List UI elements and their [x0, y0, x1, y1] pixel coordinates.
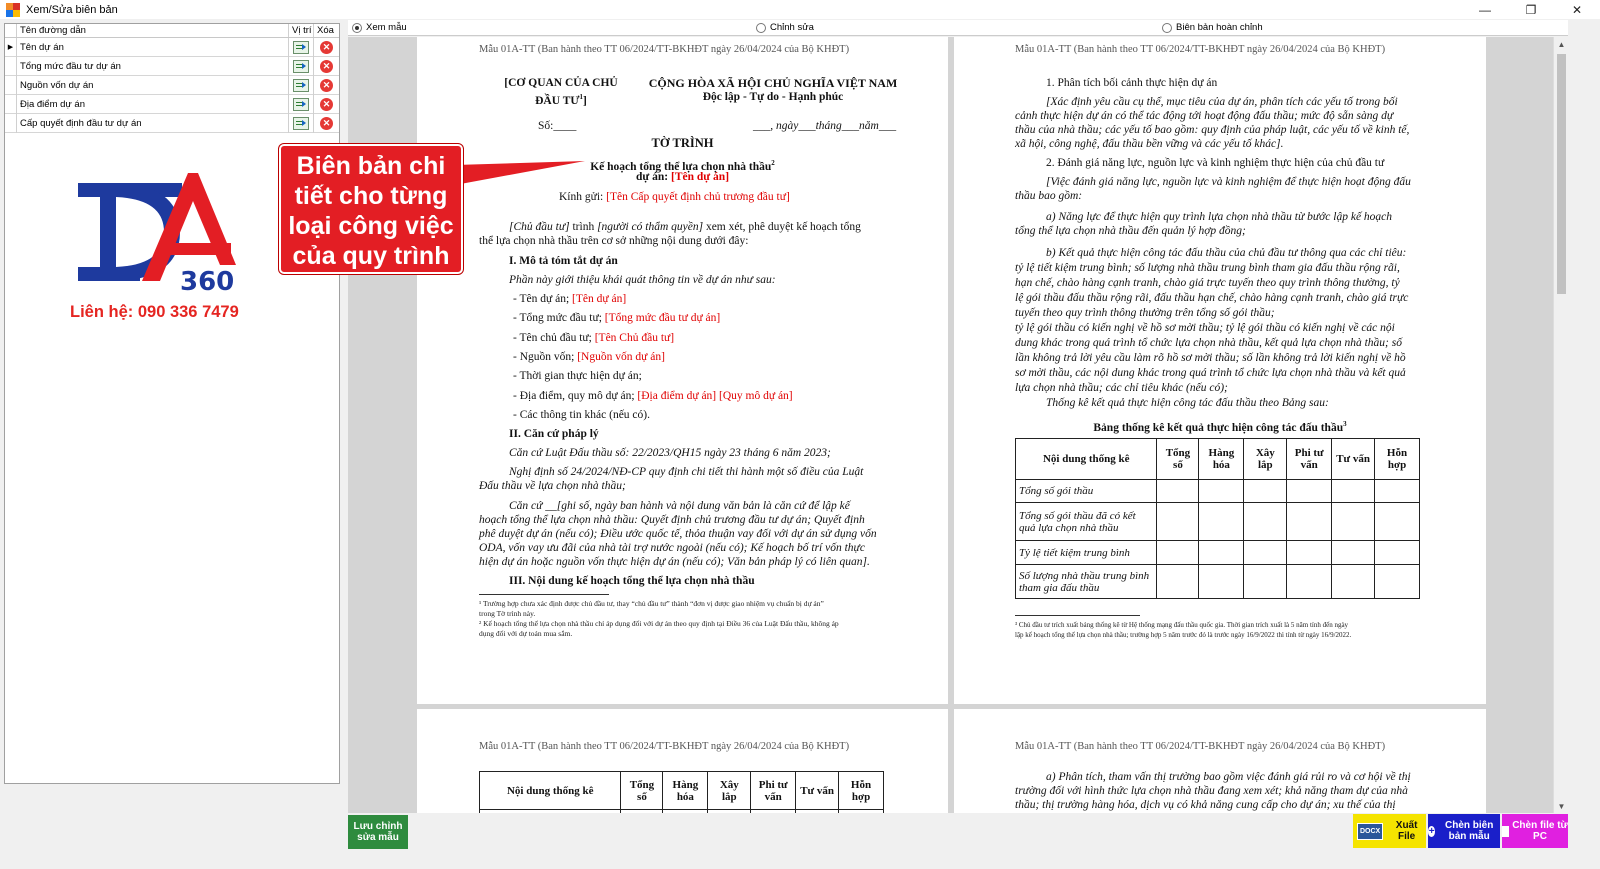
col-header: Hỗn hợp — [839, 772, 884, 810]
grid-row[interactable] — [5, 38, 339, 57]
insert-position-icon[interactable] — [293, 41, 309, 54]
section-3-heading: III. Nội dung kế hoạch tổng thể lựa chọn nhà thầu — [509, 575, 755, 587]
header-name[interactable]: Tên đường dẫn — [17, 24, 289, 37]
item-b-line-2: tỷ lệ tiết kiệm trung bình; số lượng nhà thầu trung bình tham gia đấu thầu rộng rãi, — [1015, 262, 1400, 274]
item-a-line-2: tổng thể lựa chọn nhà thầu đến quản lý hợp đồng; — [1015, 225, 1246, 237]
section-2-heading: II. Căn cứ pháp lý — [509, 428, 599, 440]
insert-template-button[interactable] — [1428, 814, 1500, 848]
save-template-button[interactable]: Lưu chỉnh sửa mẫu — [348, 815, 408, 849]
maximize-button[interactable]: ❐ — [1525, 2, 1537, 17]
row-selector-icon: ▶ — [5, 38, 17, 57]
vertical-scrollbar[interactable] — [1553, 37, 1568, 813]
header-delete[interactable]: Xóa — [317, 25, 334, 36]
col-header: Phi tư vấn — [1287, 439, 1332, 480]
item-duration: - Thời gian thực hiện dự án; — [513, 370, 642, 382]
row-label: Số lượng nhà thầu trung bình tham gia đấu thầu — [1016, 565, 1157, 599]
col-header: Phi tư vấn — [751, 772, 796, 810]
item-b-line-5: tuyến theo quy trình thông thường trên tổng số gói thầu; — [1015, 307, 1275, 319]
item-b-line-9: sơ mời thầu, các nội dung khác trong quá trình tổ chức lựa chọn nhà thầu và kết quả — [1015, 367, 1406, 379]
law-1: Căn cứ Luật Đấu thầu số: 22/2023/QH15 ngày 23 tháng 6 năm 2023; — [509, 447, 831, 459]
col-header: Tổng số — [621, 772, 663, 810]
insert-from-pc-button[interactable] — [1502, 814, 1568, 848]
heading-1-body-2: cảnh thực hiện dự án có thể tác động tới hoạt động đấu thầu; mức độ sẵn sàng dự — [1015, 110, 1394, 122]
heading-1: 1. Phân tích bối cảnh thực hiện dự án — [1046, 77, 1218, 89]
market-line-1: a) Phân tích, tham vấn thị trường bao gồm việc đánh giá rủi ro và cơ hội về thị — [1046, 771, 1411, 783]
export-label: Xuất File — [1395, 820, 1418, 842]
item-b-line-3: hạn chế, chào hàng cạnh tranh, chào giá trực tuyến theo quy trình thông thường, tỷ — [1015, 277, 1400, 289]
col-header: Xây lắp — [1244, 439, 1287, 480]
file-icon — [1502, 826, 1509, 837]
heading-2: 2. Đánh giá năng lực, nguồn lực và kinh nghiệm thực hiện của chủ đầu tư — [1046, 157, 1385, 169]
heading-2-body-2: thầu bao gồm: — [1015, 190, 1083, 202]
national-title: CỘNG HÒA XÃ HỘI CHỦ NGHĨA VIỆT NAM — [648, 76, 898, 90]
col-header: Nội dung thống kê — [480, 772, 621, 810]
add-circle-icon: + — [1428, 825, 1435, 837]
page-header: Mẫu 01A-TT (Ban hành theo TT 06/2024/TT-BKHĐT ngày 26/04/2024 của Bộ KHĐT) — [479, 741, 850, 752]
heading-1-body-4: xã hội, công nghệ, đấu thầu bền vững và các yếu tố khác]. — [1015, 138, 1284, 150]
item-investor: - Tên chủ đầu tư; [Tên Chủ đầu tư] — [513, 332, 675, 344]
item-total-investment: - Tổng mức đầu tư; [Tổng mức đầu tư dự án] — [513, 312, 721, 324]
radio-view-template[interactable] — [352, 22, 407, 33]
item-b-line-7: dung khác trong quá trình tổ chức lựa chọn nhà thầu, kết quả lựa chọn nhà thầu; số — [1015, 337, 1402, 349]
page-header: Mẫu 01A-TT (Ban hành theo TT 06/2024/TT-BKHĐT ngày 26/04/2024 của Bộ KHĐT) — [479, 44, 850, 55]
insert-position-icon[interactable] — [293, 117, 309, 130]
footnote-2-line-2: dụng đối với dự toán mua sắm. — [479, 629, 573, 638]
footnote-3-line-1: ³ Chủ đầu tư trích xuất bảng thống kê từ Hệ thống mạng đấu thầu quốc gia. Thời gian trích xuất là 5 năm tính đến ngày — [1015, 621, 1349, 629]
footnote-divider — [1015, 615, 1140, 616]
document-page-1 — [417, 37, 948, 704]
item-b-line-6: tỷ lệ gói thầu có kiến nghị về hồ sơ mời thầu; tỷ lệ gói thầu có kiến nghị về các nội — [1015, 322, 1395, 334]
national-motto: Độc lập - Tự do - Hạnh phúc — [702, 91, 844, 103]
item-b-line-10: lựa chọn nhà thầu; các chỉ tiêu khác (nếu có); — [1015, 382, 1228, 394]
radio-edit[interactable] — [756, 22, 814, 33]
da360-logo — [70, 155, 240, 295]
insert-position-icon[interactable] — [293, 60, 309, 73]
scroll-thumb[interactable] — [1557, 54, 1566, 294]
radio-unchecked-icon — [756, 23, 766, 33]
delete-icon[interactable]: ✕ — [320, 98, 333, 111]
header-position[interactable]: Vị trí — [289, 24, 314, 37]
row-name[interactable]: Cấp quyết định đầu tư dự án — [17, 114, 289, 133]
delete-icon[interactable]: ✕ — [320, 79, 333, 92]
grid-header — [5, 24, 339, 38]
row-name[interactable]: Tổng mức đầu tư dự án — [17, 57, 289, 76]
item-other: - Các thông tin khác (nếu có). — [513, 409, 650, 421]
scroll-down-icon[interactable]: ▼ — [1557, 801, 1566, 811]
row-name[interactable]: Tên dự án — [17, 38, 289, 57]
item-project-name: - Tên dự án; [Tên dự án] — [513, 293, 627, 305]
heading-1-body-1: [Xác định yêu cầu cụ thể, mục tiêu của dự án, phân tích các yếu tố trong bối — [1046, 96, 1398, 108]
callout-box: Biên bản chi tiết cho từng loại công việc của quy trình — [279, 144, 463, 274]
view-mode-bar — [348, 20, 1568, 36]
callout-pointer — [455, 155, 590, 195]
radio-label: Xem mẫu — [366, 22, 407, 33]
recipient: Kính gửi: [Tên Cấp quyết định chủ trương đầu tư] — [559, 191, 790, 203]
section-1-heading: I. Mô tả tóm tắt dự án — [509, 255, 618, 267]
document-page-4 — [954, 709, 1486, 813]
doc-number: Số:____ — [538, 120, 577, 132]
footnote-3-line-2: lập kế hoạch tổng thể lựa chọn nhà thầu; trường hợp 5 năm trước đó là trước ngày 16/9/2022 thì tính từ ngày 16/9/2022. — [1015, 631, 1352, 639]
app-icon — [6, 3, 20, 17]
statistics-table — [479, 771, 884, 813]
page-header: Mẫu 01A-TT (Ban hành theo TT 06/2024/TT-BKHĐT ngày 26/04/2024 của Bộ KHĐT) — [1015, 44, 1386, 55]
market-line-3: thầu; thị trường hàng hóa, dịch vụ có khả năng cung cấp cho dự án; xu thế của thị — [1015, 799, 1396, 811]
item-funding: - Nguồn vốn; [Nguồn vốn dự án] — [513, 351, 665, 363]
insert-position-icon[interactable] — [293, 79, 309, 92]
delete-icon[interactable]: ✕ — [320, 60, 333, 73]
grid-row[interactable] — [5, 114, 339, 133]
delete-icon[interactable]: ✕ — [320, 117, 333, 130]
insert-pc-label: Chèn file từ PC — [1512, 820, 1568, 842]
intro-line-1: [Chủ đầu tư] trình [người có thẩm quyền] xem xét, phê duyệt kế hoạch tổng — [509, 221, 861, 233]
scroll-up-icon[interactable]: ▲ — [1557, 39, 1566, 49]
row-label: Tổng số gói thầu đã có kết quả lựa chọn nhà thầu — [1016, 503, 1157, 541]
radio-label: Chỉnh sửa — [770, 22, 814, 33]
row-name[interactable]: Địa điểm dự án — [17, 95, 289, 114]
col-header: Nội dung thống kê — [1016, 439, 1157, 480]
col-header: Tư vấn — [1332, 439, 1375, 480]
radio-final[interactable] — [1162, 22, 1263, 33]
row-label: Tỷ lệ tiết kiệm trung bình — [1016, 541, 1157, 565]
item-location-scale: - Địa điểm, quy mô dự án; [Địa điểm dự án] [Quy mô dự án] — [513, 390, 793, 402]
grid-row[interactable] — [5, 76, 339, 95]
law-3-line-2: hoạch tổng thể lựa chọn nhà thầu: Quyết định chủ trương đầu tư dự án; Quyết định — [479, 514, 865, 526]
document-page-3 — [417, 709, 948, 813]
law-2-line-2: Đấu thầu về lựa chọn nhà thầu; — [479, 480, 626, 492]
row-name[interactable]: Nguồn vốn dự án — [17, 76, 289, 95]
footnote-1-line-1: ¹ Trường hợp chưa xác định được chủ đầu tư, thay “chủ đầu tư” thành “đơn vị được giao nhiệm vụ chuẩn bị dự án” — [479, 599, 824, 608]
heading-1-body-3: thầu của nhà thầu; các yếu tố bao gồm: quy định của pháp luật, các yếu tố về kinh tế, — [1015, 124, 1410, 136]
item-b-line-4: lệ gói thầu đấu thầu rộng rãi, đấu thầu hạn chế, chào hàng cạnh tranh, chào giá trực — [1015, 292, 1409, 304]
item-b-end: Thống kê kết quả thực hiện công tác đấu thầu theo Bảng sau: — [1046, 397, 1329, 409]
grid-row[interactable] — [5, 95, 339, 114]
col-header: Xây lắp — [708, 772, 751, 810]
docx-icon: DOCX — [1357, 823, 1383, 840]
item-a-line-1: a) Năng lực để thực hiện quy trình lựa chọn nhà thầu từ bước lập kế hoạch — [1046, 211, 1393, 223]
col-header: Hỗn hợp — [1375, 439, 1420, 480]
footnote-1-line-2: trong Tờ trình này. — [479, 609, 536, 618]
title-bar — [0, 0, 1600, 19]
doc-subject-project: dự án: [Tên dự án] — [635, 171, 730, 183]
col-header: Hàng hóa — [663, 772, 708, 810]
heading-2-body-1: [Việc đánh giá năng lực, nguồn lực và kinh nghiệm để thực hiện hoạt động đấu — [1046, 176, 1411, 188]
doc-date: ___, ngày___tháng___năm___ — [753, 120, 897, 132]
col-header: Tư vấn — [796, 772, 839, 810]
table-title: Bảng thống kê kết quả thực hiện công tác đấu thầu$^3$ — [1093, 420, 1347, 434]
market-line-2: trường đối với hình thức lựa chọn nhà thầu đang xem xét; khả năng tham dự của nhà — [1015, 785, 1408, 797]
page-header: Mẫu 01A-TT (Ban hành theo TT 06/2024/TT-BKHĐT ngày 26/04/2024 của Bộ KHĐT) — [1015, 741, 1386, 752]
section-1-intro: Phần này giới thiệu khái quát thông tin về dự án như sau: — [509, 274, 776, 286]
document-page-2 — [954, 37, 1486, 704]
doc-title: TỜ TRÌNH — [651, 136, 714, 150]
logo-number: 360 — [180, 267, 235, 295]
doc-subject: Kế hoạch tổng thể lựa chọn nhà thầu$^2$ — [590, 159, 775, 173]
law-3-line-3: phê duyệt dự án (nếu có); Điều ước quốc tế, thỏa thuận vay đối với dự án sử dụng vốn — [479, 528, 877, 540]
radio-label: Biên bản hoàn chỉnh — [1176, 22, 1263, 33]
agency-name: [CƠ QUAN CỦA CHỦ ĐẦU $TƯ^1$] — [504, 77, 618, 107]
minimize-button[interactable]: — — [1479, 2, 1491, 17]
document-viewer[interactable] — [348, 37, 1553, 813]
export-file-button[interactable] — [1353, 814, 1426, 848]
grid-corner — [5, 24, 17, 37]
col-header: Tổng số — [1157, 439, 1199, 480]
intro-line-2: thể lựa chọn nhà thầu trên cơ sở những nội dung dưới đây: — [479, 235, 749, 247]
grid-row[interactable] — [5, 57, 339, 76]
close-button[interactable]: ✕ — [1571, 2, 1583, 17]
item-b-line-8: lần không trả lời yêu cầu làm rõ hồ sơ mời thầu; số lần không trả lời kiến nghị về hồ — [1015, 352, 1406, 364]
law-3-line-4: ODA, vốn vay ưu đãi của nhà tài trợ nước ngoài (nếu có); Kế hoạch bố trí vốn thực — [479, 542, 865, 554]
radio-checked-icon — [352, 23, 362, 33]
radio-unchecked-icon — [1162, 23, 1172, 33]
col-header: Hàng hóa — [1199, 439, 1244, 480]
window-title: Xem/Sửa biên bản — [26, 3, 118, 16]
law-3-line-1: Căn cứ __[ghi số, ngày ban hành và nội dung văn bản là căn cứ để lập kế — [509, 500, 850, 512]
path-grid-panel — [4, 23, 340, 784]
delete-icon[interactable]: ✕ — [320, 41, 333, 54]
footnote-2-line-1: ² Kế hoạch tổng thể lựa chọn nhà thầu chỉ áp dụng đối với dự án theo quy định tại Điều 36 của Luật Đấu thầu, không áp — [479, 619, 839, 628]
item-b-line-1: b) Kết quả thực hiện công tác đấu thầu của chủ đầu tư thông qua các chỉ tiêu: — [1046, 247, 1407, 259]
insert-position-icon[interactable] — [293, 98, 309, 111]
contact-phone: Liên hệ: 090 336 7479 — [70, 303, 239, 321]
law-3-line-5: hiện dự án hoặc nguồn vốn thực hiện dự án (nếu có); Văn bản pháp lý có liên quan]. — [479, 556, 870, 568]
row-label: Tổng số gói thầu — [1016, 480, 1157, 503]
insert-label: Chèn biên bản mẫu — [1445, 820, 1494, 842]
footnote-divider — [479, 594, 609, 595]
law-2-line-1: Nghị định số 24/2024/NĐ-CP quy định chi tiết thi hành một số điều của Luật — [509, 466, 864, 478]
statistics-table — [1015, 438, 1420, 599]
